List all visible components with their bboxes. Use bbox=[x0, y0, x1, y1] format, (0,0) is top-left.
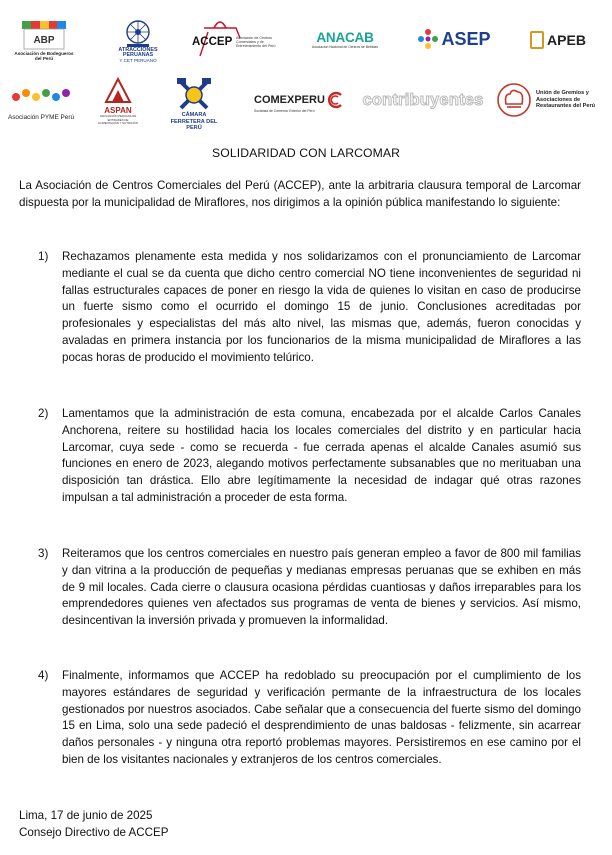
abp-caption: Asociación de Bodegueros del Perú bbox=[14, 51, 74, 61]
signature-line: Consejo Directivo de ACCEP bbox=[19, 825, 169, 839]
date-line: Lima, 17 de junio de 2025 bbox=[19, 809, 153, 822]
aspan-logo bbox=[98, 70, 138, 132]
asep-logo bbox=[412, 24, 496, 54]
list-item-number: 2) bbox=[38, 407, 49, 420]
svg-text:ABP: ABP bbox=[33, 35, 55, 46]
document-footer bbox=[19, 808, 169, 842]
document-title: SOLIDARIDAD CON LARCOMAR bbox=[212, 146, 400, 160]
contribuyentes-logo bbox=[364, 86, 482, 114]
apeb-symbol-icon bbox=[530, 31, 544, 49]
apeb-logo bbox=[528, 28, 588, 52]
crossed-tools-icon bbox=[175, 76, 213, 112]
anacab-caption: Asociación Nacional de Centros de Bebidas bbox=[312, 44, 378, 49]
accep-mark: ACCEP bbox=[192, 36, 233, 48]
list-item-text: Reiteramos que los centros comerciales en nuestro país generan empleo a favor de 800 mil familias y dan vitrina a la producción de pequeñas y medianas empresas peruanas que se exhiben en más de 9 mil locales. Cada cierre o clausura ocasiona pérdidas cuantiosas y daños irreparables para los emprendedores quienes ven afectados sus programas de venta de bienes y servicios. Así mismo, desincentivan la inversión privada y promueven la informalidad. bbox=[62, 547, 581, 628]
anacab-logo bbox=[310, 22, 380, 56]
list-item-number: 3) bbox=[38, 547, 49, 560]
atracciones-logo bbox=[112, 12, 164, 68]
list-item-text: Lamentamos que la administración de esta comuna, encabezada por el alcalde Carlos Canales Anchorena, reitere su hostilidad hacia los locales comerciales del distrito y en particular hacia Larcomar, cuya sede - como se recuerda - fue cerrada apenas el alcalde Canales asumió sus funciones en enero de 2023, alegando motivos perfectamente subsanables que no merituaban una disposición tan drástica. Ello abre legítimamente la necesidad de indagar qué otras razones impulsan a tal administración a proceder de esta forma. bbox=[62, 407, 581, 504]
pyme-caption: Asociación PYME Perú bbox=[7, 113, 75, 121]
list-item-text: Finalmente, informamos que ACCEP ha redoblado su preocupación por el cumplimiento de los mayores estándares de seguridad y verificación permante de la infraestructura de los locales gestionados por nuestros asociados. Cabe señalar que a consecuencia del fuerte sismo del domingo 15 en Lima, solo una sede padeció el desprendimiento de unas baldosas - felizmente, sin acarrear daños personales - y ninguna otra reportó problemas mayores. Persistiremos en ese camino por el bien de los visitantes nacionales y extranjeros de los centros comerciales. bbox=[62, 669, 581, 766]
aspan-mark: ASPAN bbox=[104, 106, 132, 116]
list-item-number: 4) bbox=[38, 669, 49, 682]
accep-logo bbox=[190, 16, 278, 62]
atracciones-caption: ATRACCIONES PERUANAS bbox=[118, 46, 158, 58]
ugarp-logo bbox=[496, 78, 606, 122]
abp-logo bbox=[12, 14, 76, 66]
ferris-wheel-icon bbox=[122, 18, 154, 48]
ferretera-caption: CÁMARA FERRETERA DEL PERÚ bbox=[170, 112, 218, 132]
comex-swirl-icon bbox=[327, 91, 345, 109]
list-item-text: Rechazamos plenamente esta medida y nos solidarizamos con el pronunciamiento de Larcomar mediante el cual se da cuenta que dicho centro comercial NO tiene inconvenientes de seguridad ni fallas estructurales capaces de poner en riesgo la vida de quienes lo visitan en caso de producirse un fuerte sismo como el ocurrido el domingo 15 de junio. Conclusiones acreditadas por profesionales y especialistas del más alto nivel, las mismas que, además, fueron conocidas y avaladas en primera instancia por los funcionarios de la misma municipalidad de Miraflores a las pocas horas de producido el movimiento telúrico. bbox=[62, 250, 581, 364]
comexperu-caption: Sociedad de Comercio Exterior del Perú bbox=[254, 108, 315, 113]
list-item-number: 1) bbox=[38, 250, 49, 263]
asep-symbol-icon bbox=[417, 28, 439, 50]
apeb-mark: APEB bbox=[547, 32, 586, 48]
ferretera-logo bbox=[162, 76, 226, 132]
logo-row-bottom bbox=[0, 70, 612, 136]
comexperu-logo bbox=[254, 86, 350, 118]
asep-mark: ASEP bbox=[441, 28, 491, 49]
aspan-caption: ASOCIACIÓN PERUANA DE ENTIDADES DE ALIMENTACIÓN Y NUTRICIÓN bbox=[98, 114, 138, 126]
pyme-logo bbox=[6, 82, 76, 122]
accep-caption: Asociación de Centros Comerciales y de Entretenimiento del Perú bbox=[236, 36, 276, 48]
storefront-icon bbox=[18, 19, 70, 51]
ugarp-caption: Unión de Gremios y Asociaciones de Restaurantes del Perú bbox=[536, 90, 596, 110]
aspan-emblem-icon bbox=[100, 76, 136, 106]
dots-icon bbox=[8, 85, 74, 109]
comexperu-mark: COMEXPERU bbox=[254, 93, 325, 106]
logo-row-top bbox=[0, 10, 612, 70]
intro-paragraph: La Asociación de Centros Comerciales del Perú (ACCEP), ante la arbitraria clausura temporal de Larcomar dispuesta por la municipalidad de Miraflores, nos dirigimos a la opinión pública manifestando lo siguiente: bbox=[19, 179, 581, 209]
atracciones-subcaption: Y CET PERUANO bbox=[119, 57, 157, 63]
chef-hat-icon bbox=[496, 82, 532, 118]
contribuyentes-mark: contribuyentes bbox=[362, 90, 484, 109]
anacab-mark: ANACAB bbox=[316, 29, 374, 45]
